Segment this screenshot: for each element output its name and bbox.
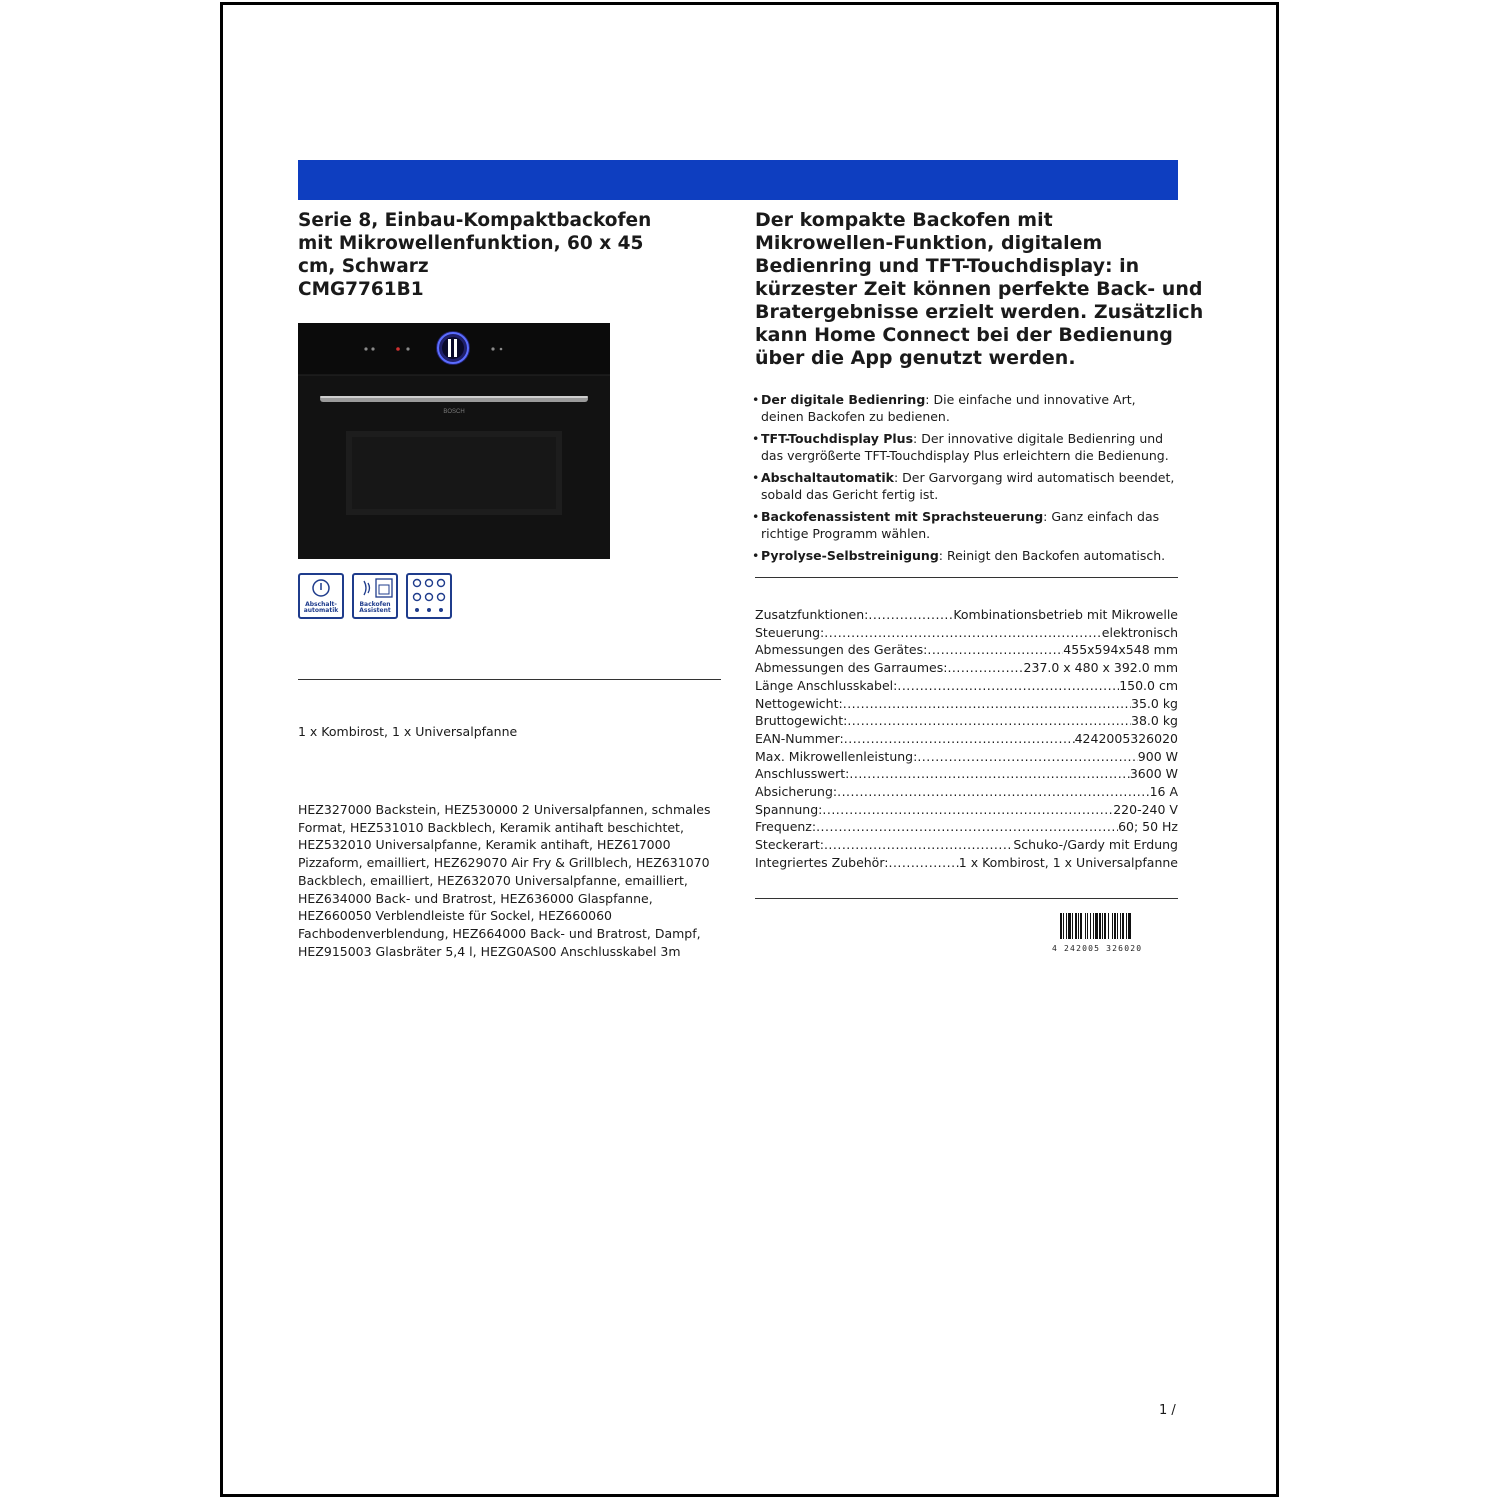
spec-key: Absicherung: (755, 784, 838, 800)
spec-value: Kombinationsbetrieb mit Mikrowelle (953, 607, 1178, 622)
spec-row (755, 836, 1178, 854)
spec-row (755, 606, 1178, 624)
feature-text: : Reinigt den Backofen automatisch. (938, 548, 1166, 563)
spec-key: Frequenz: (755, 819, 817, 835)
divider (298, 679, 721, 680)
feature-text: : Die einfache und innovative Art, deinen Backofen zu bedienen. (761, 392, 1136, 424)
spec-row (755, 801, 1178, 819)
feature-item: • Backofenassistent mit Sprachsteuerung: Ganz einfach das richtige Programm wählen. (752, 509, 1160, 541)
spec-row (755, 765, 1178, 783)
headline-line: kürzester Zeit können perfekte Back- und (755, 278, 1203, 300)
brand-logo-text: BOSCH (443, 409, 465, 415)
spec-row (755, 818, 1178, 836)
barcode-digits: 4 242005 326020 (1052, 944, 1143, 953)
feature-text: : Der Garvorgang wird automatisch beendet, sobald das Gericht fertig ist. (761, 470, 1175, 502)
spec-value: 237.0 x 480 x 392.0 mm (1023, 660, 1178, 676)
feature-item: • Der digitale Bedienring: Die einfache und innovative Art, deinen Backofen zu bedienen. (752, 392, 1136, 424)
spec-key: Zusatzfunktionen: (755, 607, 869, 622)
feature-title: Backofenassistent mit Sprachsteuerung (761, 509, 1044, 524)
spec-row (755, 624, 1178, 642)
title-line: cm, Schwarz (298, 256, 429, 277)
spec-value: 150.0 cm (1119, 677, 1178, 693)
feature-item: • Abschaltautomatik: Der Garvorgang wird automatisch beendet, sobald das Gericht fertig ist. (752, 470, 1175, 502)
included-accessories: 1 x Kombirost, 1 x Universalpfanne (298, 724, 518, 739)
spec-key: Steckerart: (755, 837, 824, 853)
spec-value: 455x594x548 mm (1063, 642, 1178, 658)
feature-item: • TFT-Touchdisplay Plus: Der innovative digitale Bedienring und das vergrößerte TFT-Touchdisplay Plus erleichtern die Bedienung. (752, 431, 1169, 463)
spec-value: 900 W (1137, 748, 1178, 764)
heating-modes-icon (406, 573, 452, 619)
spec-key: Spannung: (755, 801, 823, 817)
header-brand-bar (298, 160, 1178, 200)
product-headline (755, 209, 1204, 370)
headline-line: kann Home Connect bei der Bedienung (755, 324, 1173, 346)
feature-title: Abschaltautomatik (761, 470, 894, 485)
headline-line: Bratergebnisse erzielt werden. Zusätzlich (755, 301, 1204, 323)
ean-barcode (1052, 913, 1172, 953)
feature-list (752, 391, 1182, 569)
model-number: CMG7761B1 (298, 279, 424, 300)
spec-key: Abmessungen des Garraumes: (755, 660, 948, 676)
spec-value: 35.0 kg (1131, 695, 1178, 711)
abschaltautomatik-icon (298, 573, 344, 619)
feature-title: TFT-Touchdisplay Plus (761, 431, 914, 446)
headline-line: über die App genutzt werden. (755, 347, 1076, 369)
spec-row (755, 641, 1178, 659)
spec-value: 60; 50 Hz (1118, 819, 1178, 835)
feature-icons (298, 573, 452, 619)
spec-key: Nettogewicht: (755, 695, 843, 711)
backofen-assistent-icon (352, 573, 398, 619)
spec-key: Bruttogewicht: (755, 713, 848, 729)
feature-title: Der digitale Bedienring (761, 392, 926, 407)
spec-row (755, 695, 1178, 713)
feature-text: : Ganz einfach das richtige Programm wählen. (761, 509, 1160, 541)
product-title (298, 209, 652, 301)
feature-text: : Der innovative digitale Bedienring und das vergrößerte TFT-Touchdisplay Plus erleichtern die Bedienung. (761, 431, 1169, 463)
barcode-bars (1052, 913, 1162, 939)
spec-key: EAN-Nummer: (755, 730, 844, 746)
spec-row (755, 712, 1178, 730)
feature-item: • Pyrolyse-Selbstreinigung: Reinigt den Backofen automatisch. (752, 548, 1166, 563)
icon-label: Backofen Assistent (359, 601, 391, 614)
spec-key: Abmessungen des Gerätes: (755, 642, 928, 658)
spec-value: 4242005326020 (1074, 730, 1178, 746)
spec-row (755, 783, 1178, 801)
spec-value: 220-240 V (1113, 801, 1178, 817)
divider (755, 898, 1178, 899)
icon-label: Abschalt- automatik (303, 601, 339, 614)
headline-line: Bedienring und TFT-Touchdisplay: in (755, 255, 1140, 277)
title-line: mit Mikrowellenfunktion, 60 x 45 (298, 233, 644, 254)
spec-row (755, 748, 1178, 766)
headline-line: Mikrowellen-Funktion, digitalem (755, 232, 1103, 254)
spec-key: Max. Mikrowellenleistung: (755, 748, 918, 764)
title-line: Serie 8, Einbau-Kompaktbackofen (298, 210, 652, 231)
spec-key: Anschlusswert: (755, 766, 850, 782)
product-image-oven (298, 323, 610, 559)
divider (755, 577, 1178, 578)
spec-value: 38.0 kg (1131, 713, 1178, 729)
spec-value: elektronisch (1101, 624, 1178, 640)
spec-table (755, 606, 1178, 872)
spec-value: Schuko-/Gardy mit Erdung (1013, 837, 1178, 853)
page-number: 1 / (1159, 1403, 1176, 1418)
spec-value: 3600 W (1129, 766, 1178, 782)
headline-line: Der kompakte Backofen mit (755, 209, 1053, 231)
spec-row (755, 854, 1178, 872)
spec-row (755, 677, 1178, 695)
spec-row (755, 730, 1178, 748)
feature-title: Pyrolyse-Selbstreinigung (761, 548, 939, 563)
spec-value: 1 x Kombirost, 1 x Universalpfanne (958, 854, 1178, 870)
spec-key: Steuerung: (755, 624, 825, 640)
spec-row (755, 659, 1178, 677)
spec-value: 16 A (1149, 784, 1178, 800)
spec-key: Länge Anschlusskabel: (755, 677, 898, 693)
spec-key: Integriertes Zubehör: (755, 854, 889, 870)
optional-accessories: HEZ327000 Backstein, HEZ530000 2 Universalpfannen, schmales Format, HEZ531010 Backblech, Keramik antihaft beschichtet, HEZ532010 Universalpfanne, Keramik antihaft, HEZ617000 Pizzaform, emailliert, HEZ629070 Air Fry & Grillblech, HEZ631070 Backblech, emailliert, HEZ632070 Universalpfanne, emailliert, HEZ634000 Back- und Bratrost, HEZ636000 Glaspfanne, HEZ660050 Verblendleiste für Sockel, HEZ660060 Fachbodenverblendung, HEZ664000 Back- und Bratrost, Dampf, HEZ915003 Glasbräter 5,4 l, HEZG0AS00 Anschlusskabel 3m (298, 802, 711, 959)
